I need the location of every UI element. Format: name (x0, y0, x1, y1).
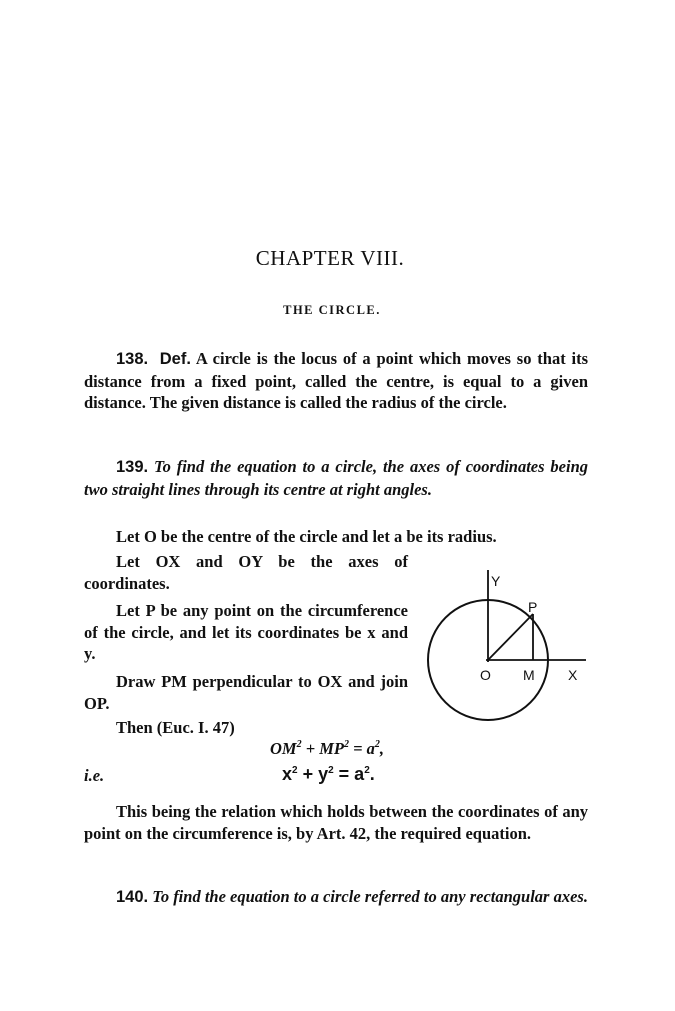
paragraph-then: Then (Euc. I. 47) (116, 718, 235, 737)
section-title: THE CIRCLE. (283, 303, 381, 317)
proposition-text: To find the equation to a circle, the axes of coordinates being two straight lines through its centre at right angles. (84, 457, 589, 499)
label-o: O (480, 667, 491, 683)
definition-label: Def. (159, 350, 191, 368)
equation-pythagoras: $OM^2 + MP^2 = a^2$, (270, 739, 385, 758)
circle-figure (420, 566, 590, 736)
paragraph-conclusion: This being the relation which holds between the coordinates of any point on the circumference is, by Art. 42, the required equation. (84, 802, 588, 843)
article-number: 138. (116, 350, 149, 368)
article-number: 139. (116, 458, 149, 476)
radius-op-line (488, 614, 533, 660)
label-y: Y (491, 573, 501, 589)
ie-label: i.e. (84, 766, 105, 785)
proposition-text: To find the equation to a circle referred to any rectangular axes. (152, 887, 588, 906)
article-138 (84, 348, 588, 414)
chapter-heading: CHAPTER VIII. (255, 246, 405, 270)
paragraph-axes: Let OX and OY be the axes of coordinates. (84, 552, 408, 593)
label-x: X (568, 667, 578, 683)
label-p: P (528, 599, 538, 615)
definition-text: A circle is the locus of a point which moves so that its distance from a fixed point, called the centre, is equal to a given distance. The given distance is called the radius of the circle. (84, 349, 589, 412)
article-number: 140. (116, 888, 149, 906)
paragraph-centre: Let O be the centre of the circle and let a be its radius. (116, 527, 497, 546)
article-139-heading (84, 456, 588, 500)
article-140-heading (84, 886, 588, 909)
paragraph-point: Let P be any point on the circumference of the circle, and let its coordinates be x and y. (84, 601, 408, 663)
label-m: M (523, 667, 535, 683)
paragraph-draw: Draw PM perpendicular to OX and join OP. (84, 672, 408, 713)
equation-circle: $x^2 + y^2 = a^2$. (282, 764, 375, 784)
